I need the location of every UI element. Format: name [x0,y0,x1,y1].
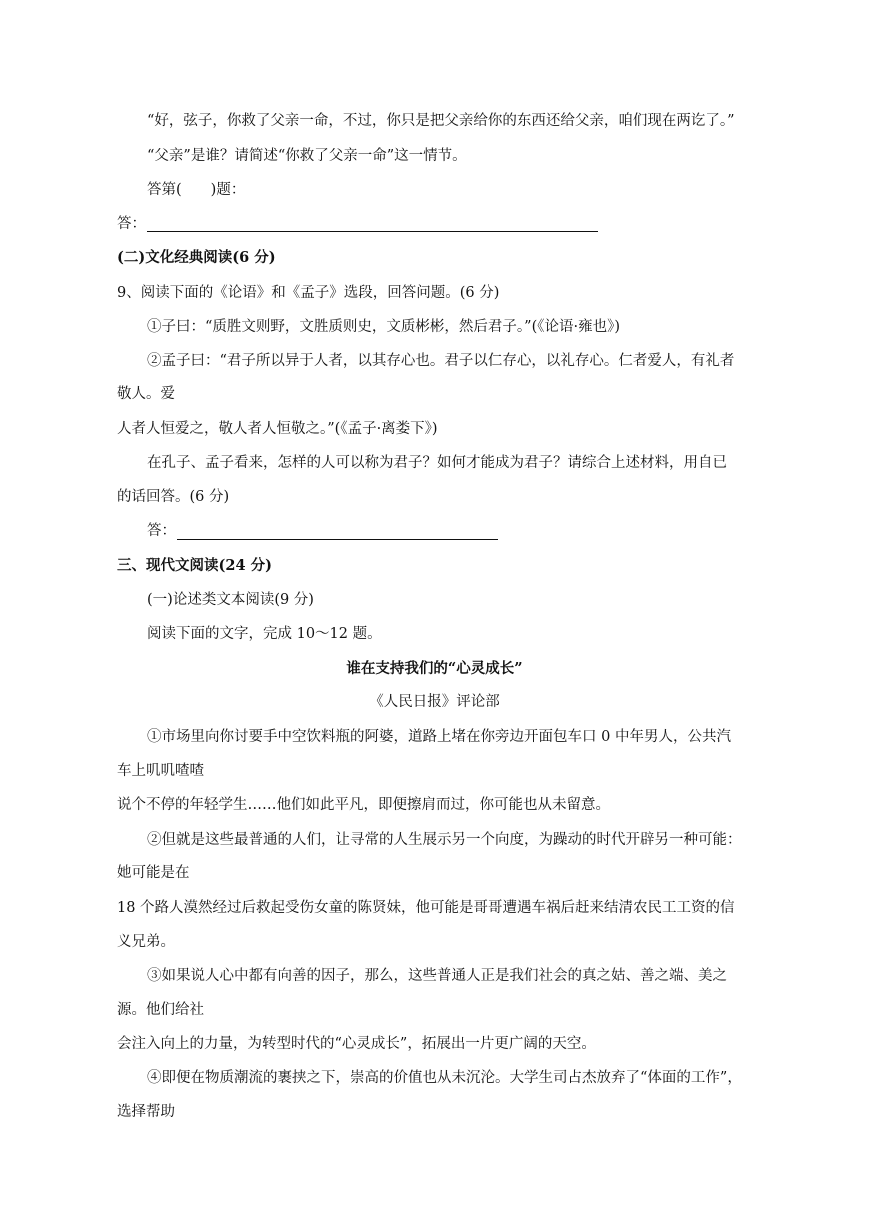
question-prompt-line: 的话回答。(6 分) [117,489,230,505]
paragraph-line: 说个不停的年轻学生……他们如此平凡，即便擦肩而过，你可能也从未留意。 [117,797,610,813]
instruction-text: 阅读下面的文字，完成 10～12 题。 [147,626,382,642]
mencius-excerpt-line: 人者人恒爱之，敬人者人恒敬之。”(《孟子·离娄下》) [117,421,438,437]
answer-blank-line [147,231,598,232]
question-text: “父亲”是谁？请简述“你救了父亲一命”这一情节。 [147,148,467,164]
paragraph-line: 选择帮助 [117,1104,175,1120]
article-byline: 《人民日报》评论部 [369,694,500,710]
paragraph-line: 她可能是在 [117,865,190,881]
question-9-text: 9、阅读下面的《论语》和《孟子》选段，回答问题。(6 分) [117,285,500,301]
mencius-excerpt-line: ②孟子曰：“君子所以异于人者，以其存心也。君子以仁存心，以礼存心。仁者爱人，有礼者 [147,353,735,369]
quote-line: “好，弦子，你救了父亲一命，不过，你只是把父亲给你的东西还给父亲，咱们现在两讫了。” [147,113,735,129]
answer-label: 答： [147,523,176,539]
article-title: 谁在支持我们的“心灵成长” [346,660,523,677]
question-prompt-line: 在孔子、孟子看来，怎样的人可以称为君子？如何才能成为君子？请综合上述材料，用自已 [147,455,727,471]
paragraph-line: 会注入向上的力量，为转型时代的“心灵成长”，拓展出一片更广阔的天空。 [117,1036,596,1052]
paragraph-line: 车上叽叽喳喳 [117,763,204,779]
mencius-excerpt-line: 敬人。爱 [117,386,175,402]
section-heading: 三、现代文阅读(24 分) [117,557,272,574]
paragraph-line: 18 个路人漠然经过后救起受伤女童的陈贤妹，他可能是哥哥遭遇车祸后赶来结清农民工工资的信 [117,900,735,916]
paragraph-line: 源。他们给社 [117,1002,204,1018]
answer-blank-line [177,539,498,540]
subsection-heading: (一)论述类文本阅读(9 分) [147,592,314,608]
paragraph-line: ③如果说人心中都有向善的因子，那么，这些普通人正是我们社会的真之姑、善之端、美之 [147,968,727,984]
answer-number-label: 答第( )题： [147,182,246,198]
paragraph-line: ④即便在物质潮流的裹挟之下，崇高的价值也从未沉沦。大学生司占杰放弃了“体面的工作”， [147,1070,742,1086]
analects-excerpt: ①子曰：“质胜文则野，文胜质则史，文质彬彬，然后君子。”(《论语·雍也》) [147,319,620,335]
section-heading: (二)文化经典阅读(6 分) [117,249,276,266]
paragraph-line: ①市场里向你讨要手中空饮料瓶的阿婆，道路上堵在你旁边开面包车口 0 中年男人，公共汽 [147,729,731,745]
paragraph-line: 义兄弟。 [117,934,175,950]
answer-label: 答： [117,216,146,232]
paragraph-line: ②但就是这些最普通的人们，让寻常的人生展示另一个向度，为躁动的时代开辟另一种可能： [147,832,742,848]
